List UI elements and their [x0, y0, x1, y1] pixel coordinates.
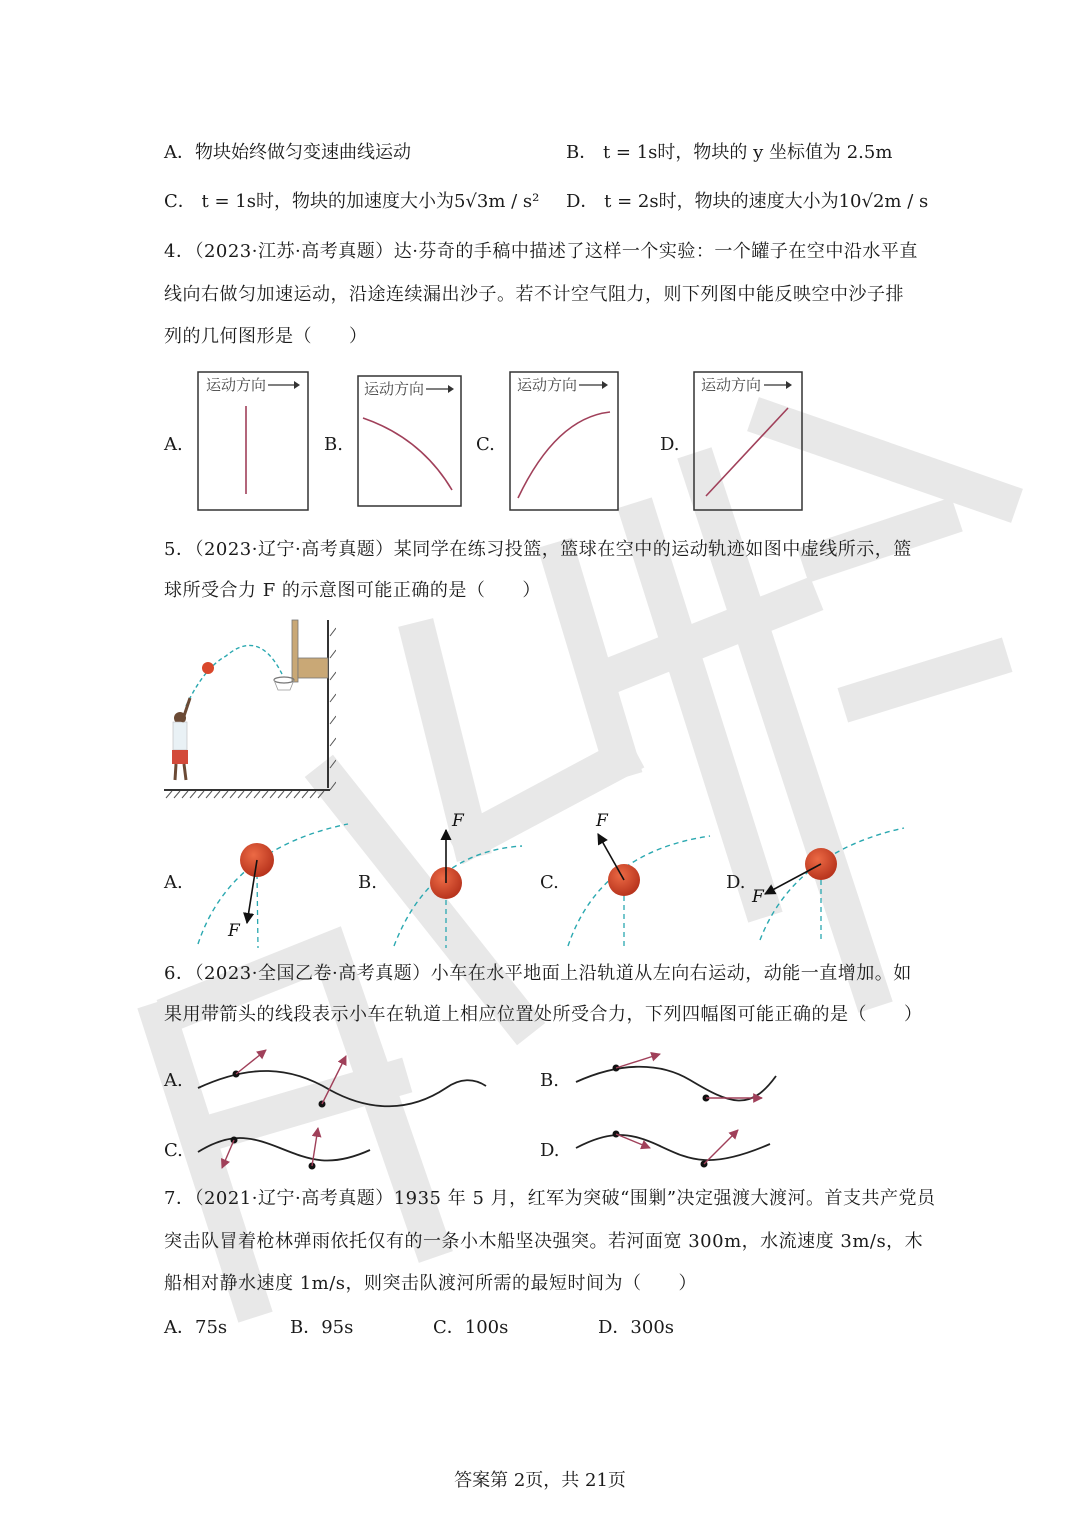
- q7-option-b: B．95s: [290, 1317, 354, 1338]
- q7-option-a: A．75s: [164, 1317, 228, 1338]
- q5-force-label-c: F: [596, 811, 608, 831]
- q4-caption-a: 运动方向: [206, 376, 267, 394]
- q4-text-line1: 4．（2023·江苏·高考真题）达·芬奇的手稿中描述了这样一个实验：一个罐子在空中沿水平直: [164, 241, 918, 262]
- q4-label-d: D.: [660, 434, 680, 455]
- q5-label-c: C.: [540, 872, 559, 893]
- q5-label-d: D.: [726, 872, 746, 893]
- q5-force-label-b: F: [452, 811, 464, 831]
- q5-force-figures: [190, 808, 920, 958]
- q6-label-c: C.: [164, 1140, 183, 1161]
- q4-caption-c: 运动方向: [517, 376, 578, 394]
- q3-option-d: D． t = 2s时，物块的速度大小为10√2m / s: [566, 191, 929, 212]
- q4-text-line2: 线向右做匀加速运动，沿途连续漏出沙子。若不计空气阻力，则下列图中能反映空中沙子排: [164, 284, 904, 305]
- page-footer: 答案第 2页，共 21页: [454, 1470, 626, 1491]
- q4-caption-d: 运动方向: [701, 376, 762, 394]
- q4-label-a: A.: [164, 434, 183, 455]
- q5-label-a: A.: [164, 872, 183, 893]
- q7-text-line2: 突击队冒着枪林弹雨依托仅有的一条小木船坚决强突。若河面宽 300m，水流速度 3m/s，木: [164, 1231, 924, 1252]
- q4-figures: [196, 370, 816, 515]
- basketball-scene: [164, 618, 336, 804]
- q5-label-b: B.: [358, 872, 377, 893]
- q6-track-figures: [190, 1040, 790, 1175]
- q4-caption-b: 运动方向: [364, 380, 425, 398]
- q5-force-label-d: F: [752, 887, 764, 907]
- q4-text-line3: 列的几何图形是（ ）: [164, 326, 368, 347]
- q7-option-c: C．100s: [433, 1317, 509, 1338]
- q6-text-line2: 果用带箭头的线段表示小车在轨道上相应位置处所受合力，下列四幅图可能正确的是（ ）: [164, 1004, 923, 1025]
- q6-label-b: B.: [540, 1070, 559, 1091]
- q5-text-line1: 5．（2023·辽宁·高考真题）某同学在练习投篮，篮球在空中的运动轨迹如图中虚线所示，篮: [164, 539, 912, 560]
- q5-text-line2: 球所受合力 F 的示意图可能正确的是（ ）: [164, 580, 541, 601]
- q7-text-line1: 7．（2021·辽宁·高考真题）1935 年 5 月，红军为突破“围剿”决定强渡大渡河。首支共产党员: [164, 1188, 936, 1209]
- q4-label-c: C.: [476, 434, 495, 455]
- q4-label-b: B.: [324, 434, 343, 455]
- q5-force-label-a: F: [228, 921, 240, 941]
- q3-option-c: C． t = 1s时，物块的加速度大小为5√3m / s²: [164, 191, 540, 212]
- q3-option-b: B． t = 1s时，物块的 y 坐标值为 2.5m: [566, 142, 893, 163]
- q6-text-line1: 6．（2023·全国乙卷·高考真题）小车在水平地面上沿轨道从左向右运动，动能一直增加。如: [164, 963, 912, 984]
- q7-option-d: D．300s: [598, 1317, 675, 1338]
- q3-option-a: A．物块始终做匀变速曲线运动: [164, 142, 411, 163]
- q6-label-a: A.: [164, 1070, 183, 1091]
- q6-label-d: D.: [540, 1140, 560, 1161]
- q7-text-line3: 船相对静水速度 1m/s，则突击队渡河所需的最短时间为（ ）: [164, 1273, 698, 1294]
